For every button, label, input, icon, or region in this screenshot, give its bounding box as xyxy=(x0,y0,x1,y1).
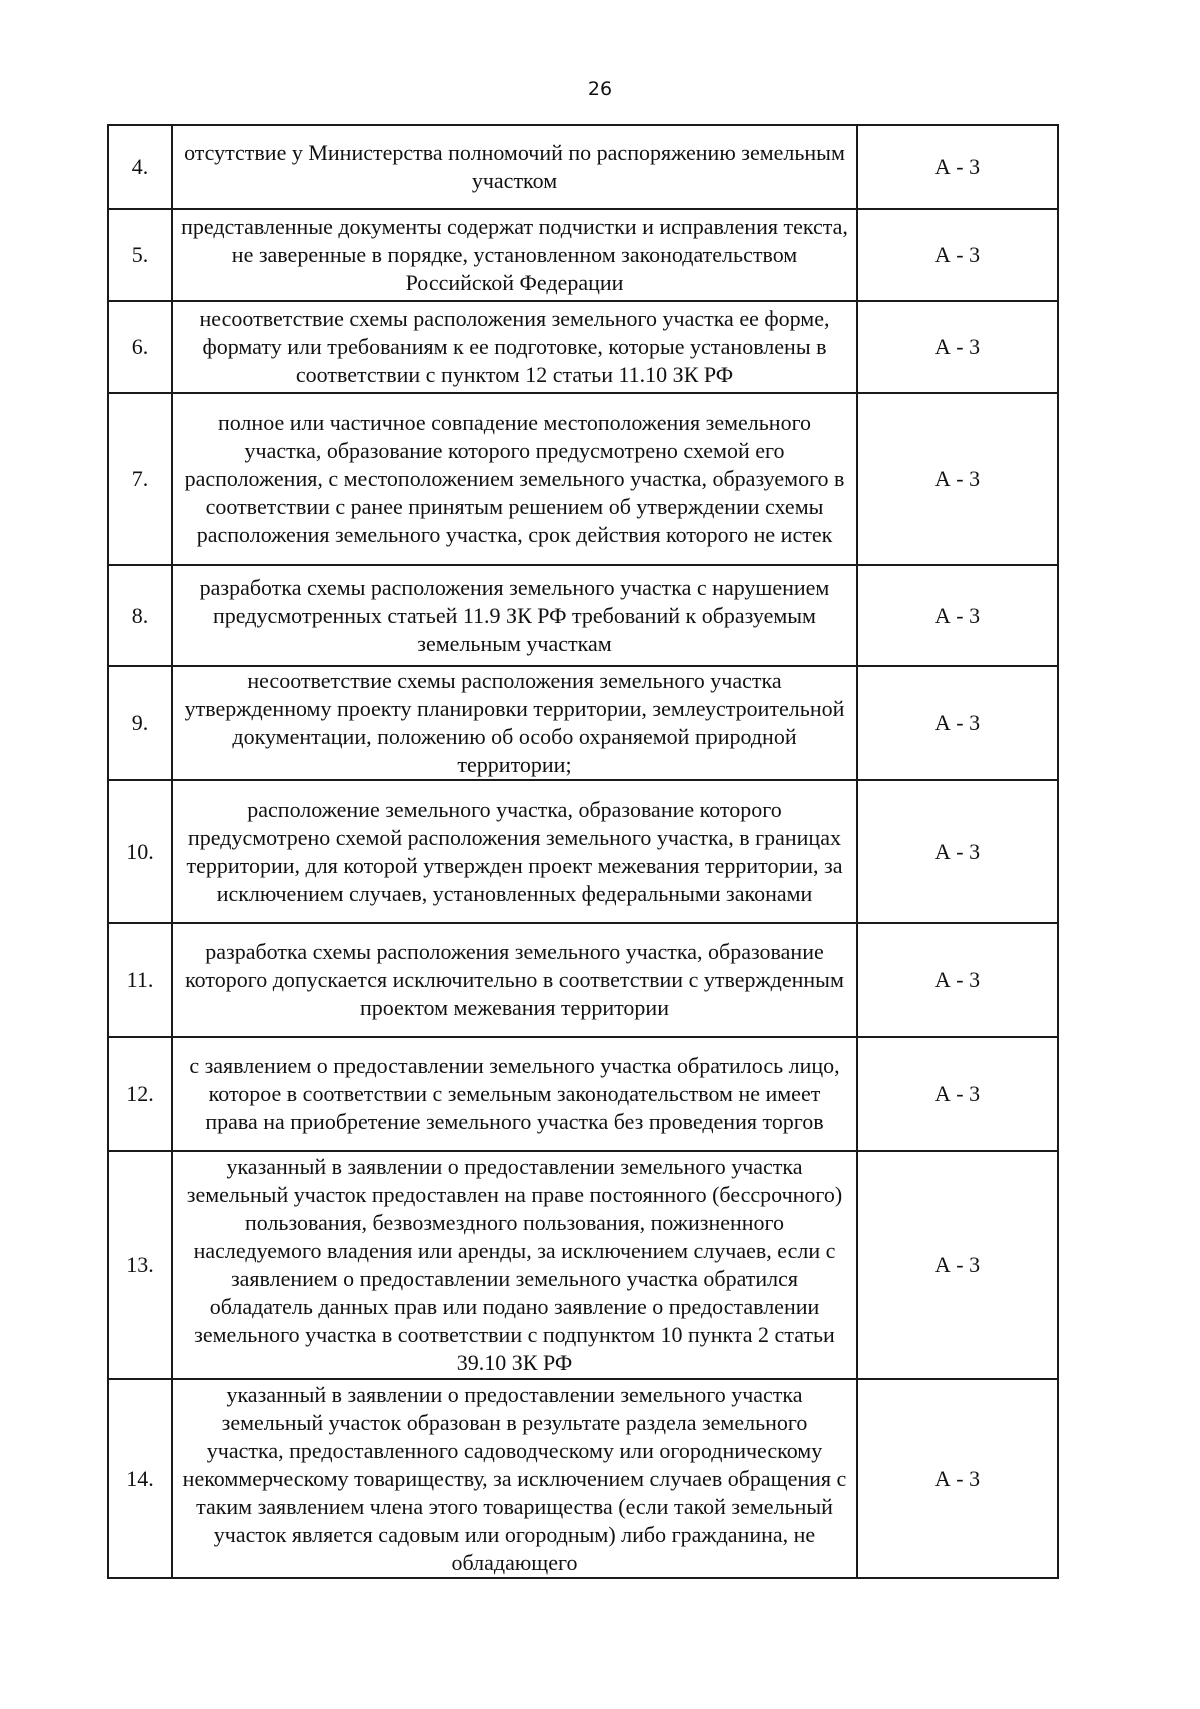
row-code: А - 3 xyxy=(857,923,1058,1037)
row-code: А - 3 xyxy=(857,1037,1058,1151)
table-row xyxy=(108,1151,1058,1379)
row-description xyxy=(172,1151,857,1379)
table-row xyxy=(108,780,1058,923)
row-description xyxy=(172,565,857,666)
row-description xyxy=(172,125,857,209)
row-description-text: несоответствие схемы расположения земельного участка ее форме, формату или требованиям к ее подготовке, которые установлены в соответствии с пунктом 12 статьи 11.10 ЗК РФ xyxy=(199,306,830,387)
row-description xyxy=(172,666,857,780)
row-number: 12. xyxy=(108,1037,172,1151)
row-code: А - 3 xyxy=(857,780,1058,923)
row-number: 11. xyxy=(108,923,172,1037)
row-description xyxy=(172,393,857,565)
row-number: 13. xyxy=(108,1151,172,1379)
row-number: 4. xyxy=(108,125,172,209)
row-description-text: указанный в заявлении о предоставлении земельного участка земельный участок предоставлен на праве постоянного (бессрочного) пользования, безвозмездного пользования, пожизненного наследуемого владения или аренды, за исключением случаев, если с заявлением о предоставлении земельного участка обратился обладатель данных прав или подано заявление о предоставлении земельного участка в соответствии с подпунктом 10 пункта 2 статьи 39.10 ЗК РФ xyxy=(186,1154,843,1375)
row-description-text: представленные документы содержат подчистки и исправления текста, не заверенные в порядке, установленном законодательством Российской Федерации xyxy=(181,214,848,295)
row-code: А - 3 xyxy=(857,209,1058,301)
table-row xyxy=(108,923,1058,1037)
row-number: 8. xyxy=(108,565,172,666)
table-row xyxy=(108,565,1058,666)
row-description-text: указанный в заявлении о предоставлении земельного участка земельный участок образован в результате раздела земельного участка, предоставленного садоводческому или огородническому некоммерческому товариществу, за исключением случаев обращения с таким заявлением члена этого товарищества (если такой земельный участок является садовым или огородным) либо гражданина, не обладающего xyxy=(182,1381,847,1575)
table-row xyxy=(108,301,1058,393)
table-row xyxy=(108,393,1058,565)
row-number: 10. xyxy=(108,780,172,923)
row-description xyxy=(172,301,857,393)
row-description-text: расположение земельного участка, образование которого предусмотрено схемой расположения земельного участка, в границах территории, для которой утвержден проект межевания территории, за исключением случаев, установленных федеральными законами xyxy=(186,796,843,906)
table-row xyxy=(108,1037,1058,1151)
row-code: А - 3 xyxy=(857,301,1058,393)
row-description-text: несоответствие схемы расположения земельного участка утвержденному проекту планировки территории, землеустроительной документации, положению об особо охраняемой природной территории; xyxy=(184,668,845,777)
table-row xyxy=(108,209,1058,301)
grounds-table xyxy=(107,124,1059,1579)
row-description-text: отсутствие у Министерства полномочий по распоряжению земельным участком xyxy=(184,140,845,193)
row-number: 9. xyxy=(108,666,172,780)
row-code: А - 3 xyxy=(857,125,1058,209)
row-code: А - 3 xyxy=(857,393,1058,565)
row-description xyxy=(172,923,857,1037)
row-description xyxy=(172,209,857,301)
row-description xyxy=(172,1037,857,1151)
row-code: А - 3 xyxy=(857,1379,1058,1578)
row-number: 5. xyxy=(108,209,172,301)
table-row xyxy=(108,1379,1058,1578)
row-description-text: с заявлением о предоставлении земельного участка обратилось лицо, которое в соответствии с земельным законодательством не имеет права на приобретение земельного участка без проведения торгов xyxy=(189,1053,840,1134)
row-description-text: полное или частичное совпадение местоположения земельного участка, образование которого предусмотрено схемой его расположения, с местоположением земельного участка, образуемого в соответствии с ранее принятым решением об утверждении схемы расположения земельного участка, срок действия которого не истек xyxy=(184,410,845,547)
row-description-text: разработка схемы расположения земельного участка, образование которого допускается исключительно в соответствии с утвержденным проектом межевания территории xyxy=(185,939,844,1020)
row-code: А - 3 xyxy=(857,666,1058,780)
row-number: 6. xyxy=(108,301,172,393)
row-description xyxy=(172,780,857,923)
row-description-text: разработка схемы расположения земельного участка с нарушением предусмотренных статьей 11.9 ЗК РФ требований к образуемым земельным участкам xyxy=(199,574,830,656)
row-number: 14. xyxy=(108,1379,172,1578)
row-number: 7. xyxy=(108,393,172,565)
row-description xyxy=(172,1379,857,1578)
table-row xyxy=(108,666,1058,780)
page-number: 26 xyxy=(587,78,613,100)
row-code: А - 3 xyxy=(857,1151,1058,1379)
row-code: А - 3 xyxy=(857,565,1058,666)
table-row xyxy=(108,125,1058,209)
